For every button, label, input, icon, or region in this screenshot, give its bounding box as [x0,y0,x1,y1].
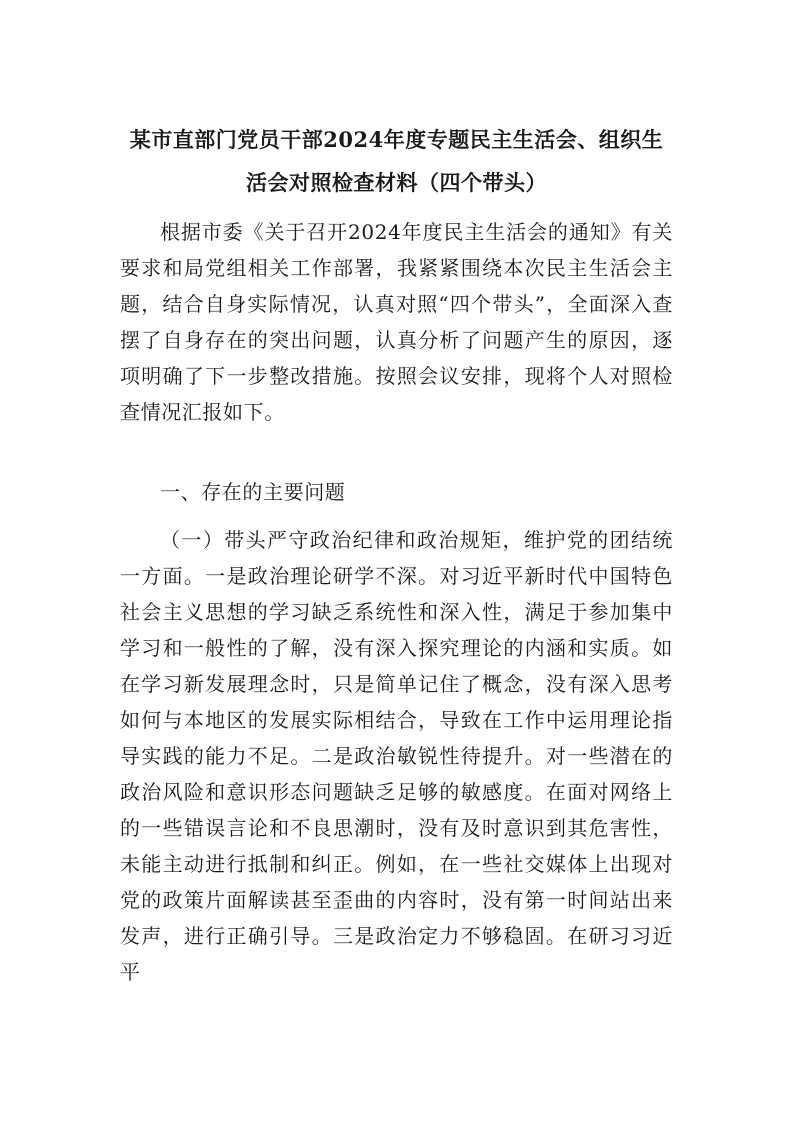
document-title: 某市直部门党员干部2024年度专题民主生活会、组织生活会对照检查材料（四个带头） [129,127,664,195]
section-heading: 一、存在的主要问题 [160,480,346,504]
intro-paragraph: 根据市委《关于召开2024年度民主生活会的通知》有关要求和局党组相关工作部署，我紧紧围绕本次民主生活会主题，结合自身实际情况，认真对照“四个带头”，全面深入查摆了自身存在的突出问题，认真分析了问题产生的原因，逐项明确了下一步整改措施。按照会议安排，现将个人对照检查情况汇报如下。 [120,220,673,424]
body-paragraph: （一）带头严守政治纪律和政治规矩，维护党的团结统一方面。一是政治理论研学不深。对习近平新时代中国特色社会主义思想的学习缺乏系统性和深入性，满足于参加集中学习和一般性的了解，没有深入探究理论的内涵和实质。如在学习新发展理念时，只是简单记住了概念，没有深入思考如何与本地区的发展实际相结合，导致在工作中运用理论指导实践的能力不足。二是政治敏锐性待提升。对一些潜在的政治风险和意识形态问题缺乏足够的敏感度。在面对网络上的一些错误言论和不良思潮时，没有及时意识到其危害性，未能主动进行抵制和纠正。例如，在一些社交媒体上出现对党的政策片面解读甚至歪曲的内容时，没有第一时间站出来发声，进行正确引导。三是政治定力不够稳固。在研习习近平 [120,528,673,984]
